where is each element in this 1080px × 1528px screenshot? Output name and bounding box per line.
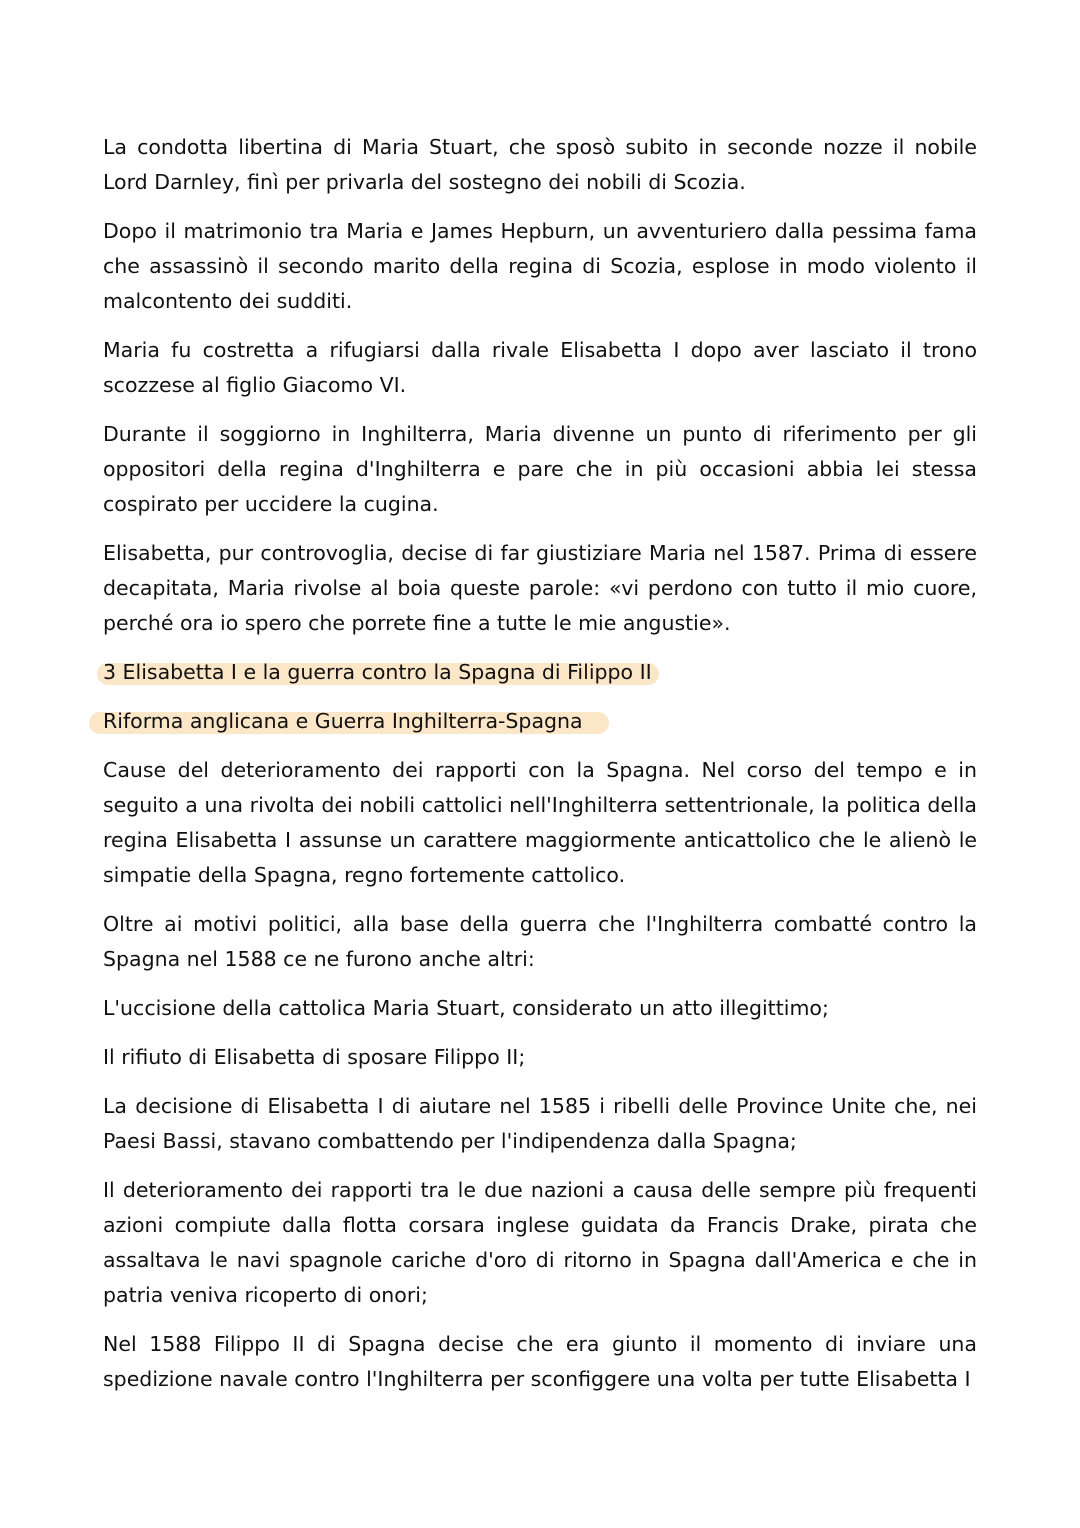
paragraph-armada-decision: Nel 1588 Filippo II di Spagna decise che era giunto il momento di inviare una spedizione navale contro l'Inghilterra per sconfiggere una volta per tutte Elisabetta I	[103, 1332, 977, 1391]
paragraph-execution: Elisabetta, pur controvoglia, decise di far giustiziare Maria nel 1587. Prima di essere decapitata, Maria rivolse al boia queste parole: «vi perdono con tutto il mio cuore, perché ora io spero che porrete fine a tutte le mie angustie».	[103, 541, 977, 635]
paragraph-maria-refuge: Maria fu costretta a rifugiarsi dalla rivale Elisabetta I dopo aver lasciato il trono scozzese al figlio Giacomo VI.	[103, 338, 977, 397]
subsection-heading-text: Riforma anglicana e Guerra Inghilterra-Spagna	[103, 709, 583, 733]
paragraph-other-motives: Oltre ai motivi politici, alla base della guerra che l'Inghilterra combatté contro la Spagna nel 1588 ce ne furono anche altri:	[103, 912, 977, 971]
list-item-drake-privateers: Il deterioramento dei rapporti tra le due nazioni a causa delle sempre più frequenti azioni compiute dalla flotta corsara inglese guidata da Francis Drake, pirata che assaltava le navi spagnole cariche d'oro di ritorno in Spagna dall'America e che in patria veniva ricoperto di onori;	[103, 1178, 977, 1307]
paragraph-maria-libertine: La condotta libertina di Maria Stuart, che sposò subito in seconde nozze il nobile Lord Darnley, finì per privarla del sostegno dei nobili di Scozia.	[103, 135, 977, 194]
document-page	[103, 130, 977, 1411]
paragraph-causes: Cause del deterioramento dei rapporti con la Spagna. Nel corso del tempo e in seguito a una rivolta dei nobili cattolici nell'Inghilterra settentrionale, la politica della regina Elisabetta I assunse un carattere maggiormente anticattolico che le alienò le simpatie della Spagna, regno fortemente cattolico.	[103, 758, 977, 887]
section-heading	[103, 655, 977, 690]
list-item-marriage-refusal: Il rifiuto di Elisabetta di sposare Filippo II;	[103, 1045, 526, 1069]
paragraph-hepburn-marriage: Dopo il matrimonio tra Maria e James Hepburn, un avventuriero dalla pessima fama che assassinò il secondo marito della regina di Scozia, esplose in modo violento il malcontento dei sudditi.	[103, 219, 977, 313]
section-heading-text: 3 Elisabetta I e la guerra contro la Spagna di Filippo II	[103, 660, 652, 684]
list-item-rebels-support: La decisione di Elisabetta I di aiutare nel 1585 i ribelli delle Province Unite che, nei Paesi Bassi, stavano combattendo per l'indipendenza dalla Spagna;	[103, 1094, 977, 1153]
subsection-heading	[103, 704, 977, 739]
list-item-maria-killing: L'uccisione della cattolica Maria Stuart, considerato un atto illegittimo;	[103, 996, 829, 1020]
paragraph-england-stay: Durante il soggiorno in Inghilterra, Maria divenne un punto di riferimento per gli oppositori della regina d'Inghilterra e pare che in più occasioni abbia lei stessa cospirato per uccidere la cugina.	[103, 422, 977, 516]
